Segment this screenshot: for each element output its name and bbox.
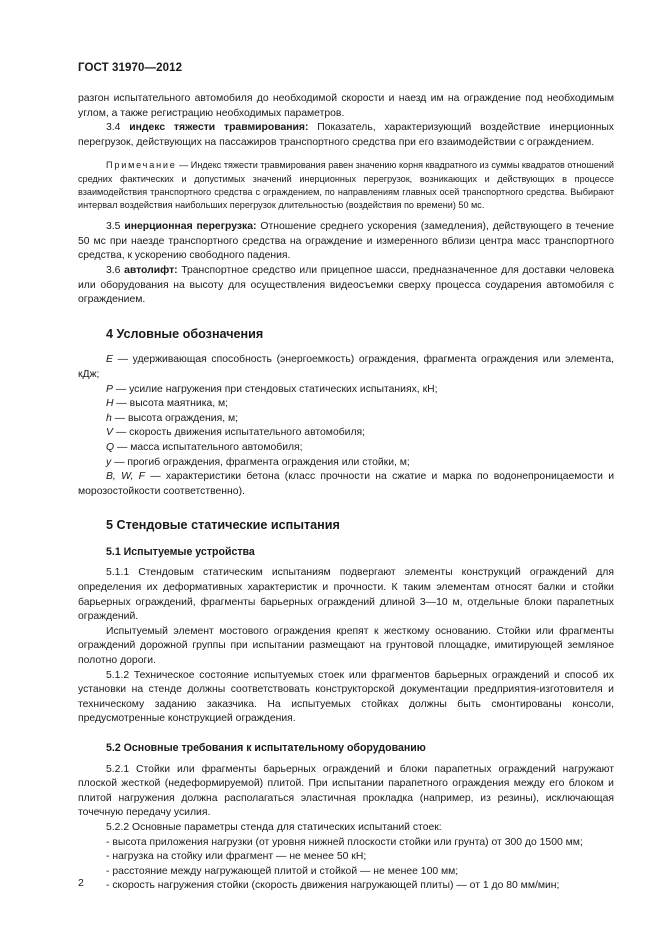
definition-text: Транспортное средство или прицепное шасси, предназначенное для доставки человека или оборудования на высоту для осуществления видеосъемки сверху процесса соударения автомобиля с ограждением. — [78, 264, 614, 306]
symbol-text: — прогиб ограждения, фрагмента ограждения или стойки, м; — [114, 456, 410, 468]
definition-3-6 — [78, 264, 614, 308]
note-paragraph — [78, 159, 614, 212]
note-label: Примечание — [106, 160, 177, 171]
symbol-item — [78, 456, 614, 471]
section-4-title: 4 Условные обозначения — [106, 326, 264, 341]
parameter-item: - расстояние между нагружающей плитой и стойкой — не менее 100 мм; — [106, 865, 459, 877]
symbol-text: — масса испытательного автомобиля; — [116, 441, 303, 453]
symbol: V — [106, 427, 113, 439]
definition-term: инерционная перегрузка: — [124, 221, 257, 233]
symbol: Q — [106, 441, 115, 453]
definition-number: 3.4 — [106, 122, 121, 134]
symbol-item — [78, 426, 614, 441]
symbol-item — [78, 412, 614, 427]
standard-header: ГОСТ 31970—2012 — [78, 62, 183, 74]
symbol: P — [106, 383, 113, 395]
subsection-5-2-title: 5.2 Основные требования к испытательному оборудованию — [106, 742, 426, 754]
symbols-list — [78, 353, 614, 499]
definition-text: Показатель, характеризующий воздействие инерционных перегрузок, действующих на пассажиров транспортного средства при его взаимодействии с ограждением. — [78, 122, 614, 148]
parameter-item: - высота приложения нагрузки (от уровня нижней плоскости стойки или грунта) от 300 до 1500 мм; — [106, 836, 583, 848]
definition-text: Отношение среднего ускорения (замедления), действующего в течение 50 мс при наезде транспортного средства на ограждение и измеренного вблизи центра масс транспортного средства, к ускорению свободного падения. — [78, 221, 615, 262]
parameters-list — [78, 836, 614, 894]
symbol-item — [78, 397, 614, 412]
symbol-item — [78, 383, 614, 398]
definition-term: автолифт: — [124, 264, 178, 276]
definition-3-5 — [78, 220, 614, 264]
parameter-item: - нагрузка на стойку или фрагмент — не менее 50 кН; — [106, 851, 367, 863]
paragraph-5-1-1: 5.1.1 Стендовым статическим испытаниям подвергают элементы конструкций ограждений для определения их деформативных характеристик и прочности. К таким элементам относят балки и стойки барьерных ограждений, фрагменты барьерных ограждений длиной 3—10 м, отдельные блоки парапетных ограждений. — [78, 567, 614, 623]
symbol-item — [78, 470, 614, 499]
symbol-text: — характеристики бетона (класс прочности на сжатие и марка по водонепроницаемости и морозостойкости соответственно). — [78, 471, 614, 497]
symbol-text: — удерживающая способность (энергоемкость) ограждения, фрагмента ограждения или элемента, кДж; — [78, 354, 615, 380]
definition-number: 3.6 — [106, 264, 121, 276]
symbol-text: — высота ограждения, м; — [114, 412, 238, 424]
definition-term: индекс тяжести травмирования: — [129, 122, 309, 134]
paragraph-5-1-1-continued: Испытуемый элемент мостового ограждения крепят к жесткому основанию. Стойки или фрагменты ограждений дорожной группы при испытании размещают на грунтовой площадке, имитирующей земляное полотно дороги. — [78, 625, 614, 667]
continued-paragraph: разгон испытательного автомобиля до необходимой скорости и наезд им на ограждение под необходимым углом, а также регистрацию необходимых параметров. — [78, 93, 614, 119]
symbol: H — [106, 398, 114, 410]
note-text: — Индекс тяжести травмирования равен значению корня квадратного из суммы квадратов отношений средних фактических и допустимых значений инерционных перегрузок, возникающих и действующих в процессе взаимодействия транспортного средства с ограждением, по направлениям главных осей транспортного средства. Выбирают интервал воздействия наибольших перегрузок длительностью (воздействия по времени) 50 мс. — [78, 160, 614, 210]
symbol: B, W, F — [106, 471, 145, 483]
definition-3-4 — [78, 121, 614, 150]
parameter-item: - скорость нагружения стойки (скорость движения нагружающей плиты) — от 1 до 80 мм/мин; — [106, 880, 560, 892]
document-body — [78, 92, 614, 894]
symbol-text: — высота маятника, м; — [116, 398, 229, 410]
symbol-text: — усилие нагружения при стендовых статических испытаниях, кН; — [115, 383, 438, 395]
subsection-5-1-title: 5.1 Испытуемые устройства — [106, 545, 255, 558]
symbol: y — [106, 456, 112, 468]
symbol: E — [106, 354, 113, 366]
symbol-item — [78, 441, 614, 456]
symbol-text: — скорость движения испытательного автомобиля; — [115, 427, 366, 439]
symbol: h — [106, 412, 112, 424]
definition-number: 3.5 — [106, 221, 121, 233]
paragraph-5-1-2: 5.1.2 Техническое состояние испытуемых стоек или фрагментов барьерных ограждений и способ их установки на стенде должны соответствовать конструкторской документации предприятия-изготовителя и техническому заданию заказчика. На испытуемых стойках должны быть смонтированы консоли, предусмотренные конструкцией ограждения. — [78, 669, 614, 725]
paragraph-5-2-1: 5.2.1 Стойки или фрагменты барьерных ограждений и блоки парапетных ограждений нагружают плоской жесткой (недеформируемой) плитой. При испытании парапетного ограждения между его блоком и плитой нагружения должна располагаться эластичная прокладка (например, из резины), исключающая точечную передачу усилия. — [78, 763, 614, 819]
section-5-title: 5 Стендовые статические испытания — [106, 518, 340, 533]
page-number: 2 — [78, 878, 84, 889]
paragraph-5-2-2: 5.2.2 Основные параметры стенда для статических испытаний стоек: — [106, 821, 442, 833]
symbol-item — [78, 353, 614, 382]
